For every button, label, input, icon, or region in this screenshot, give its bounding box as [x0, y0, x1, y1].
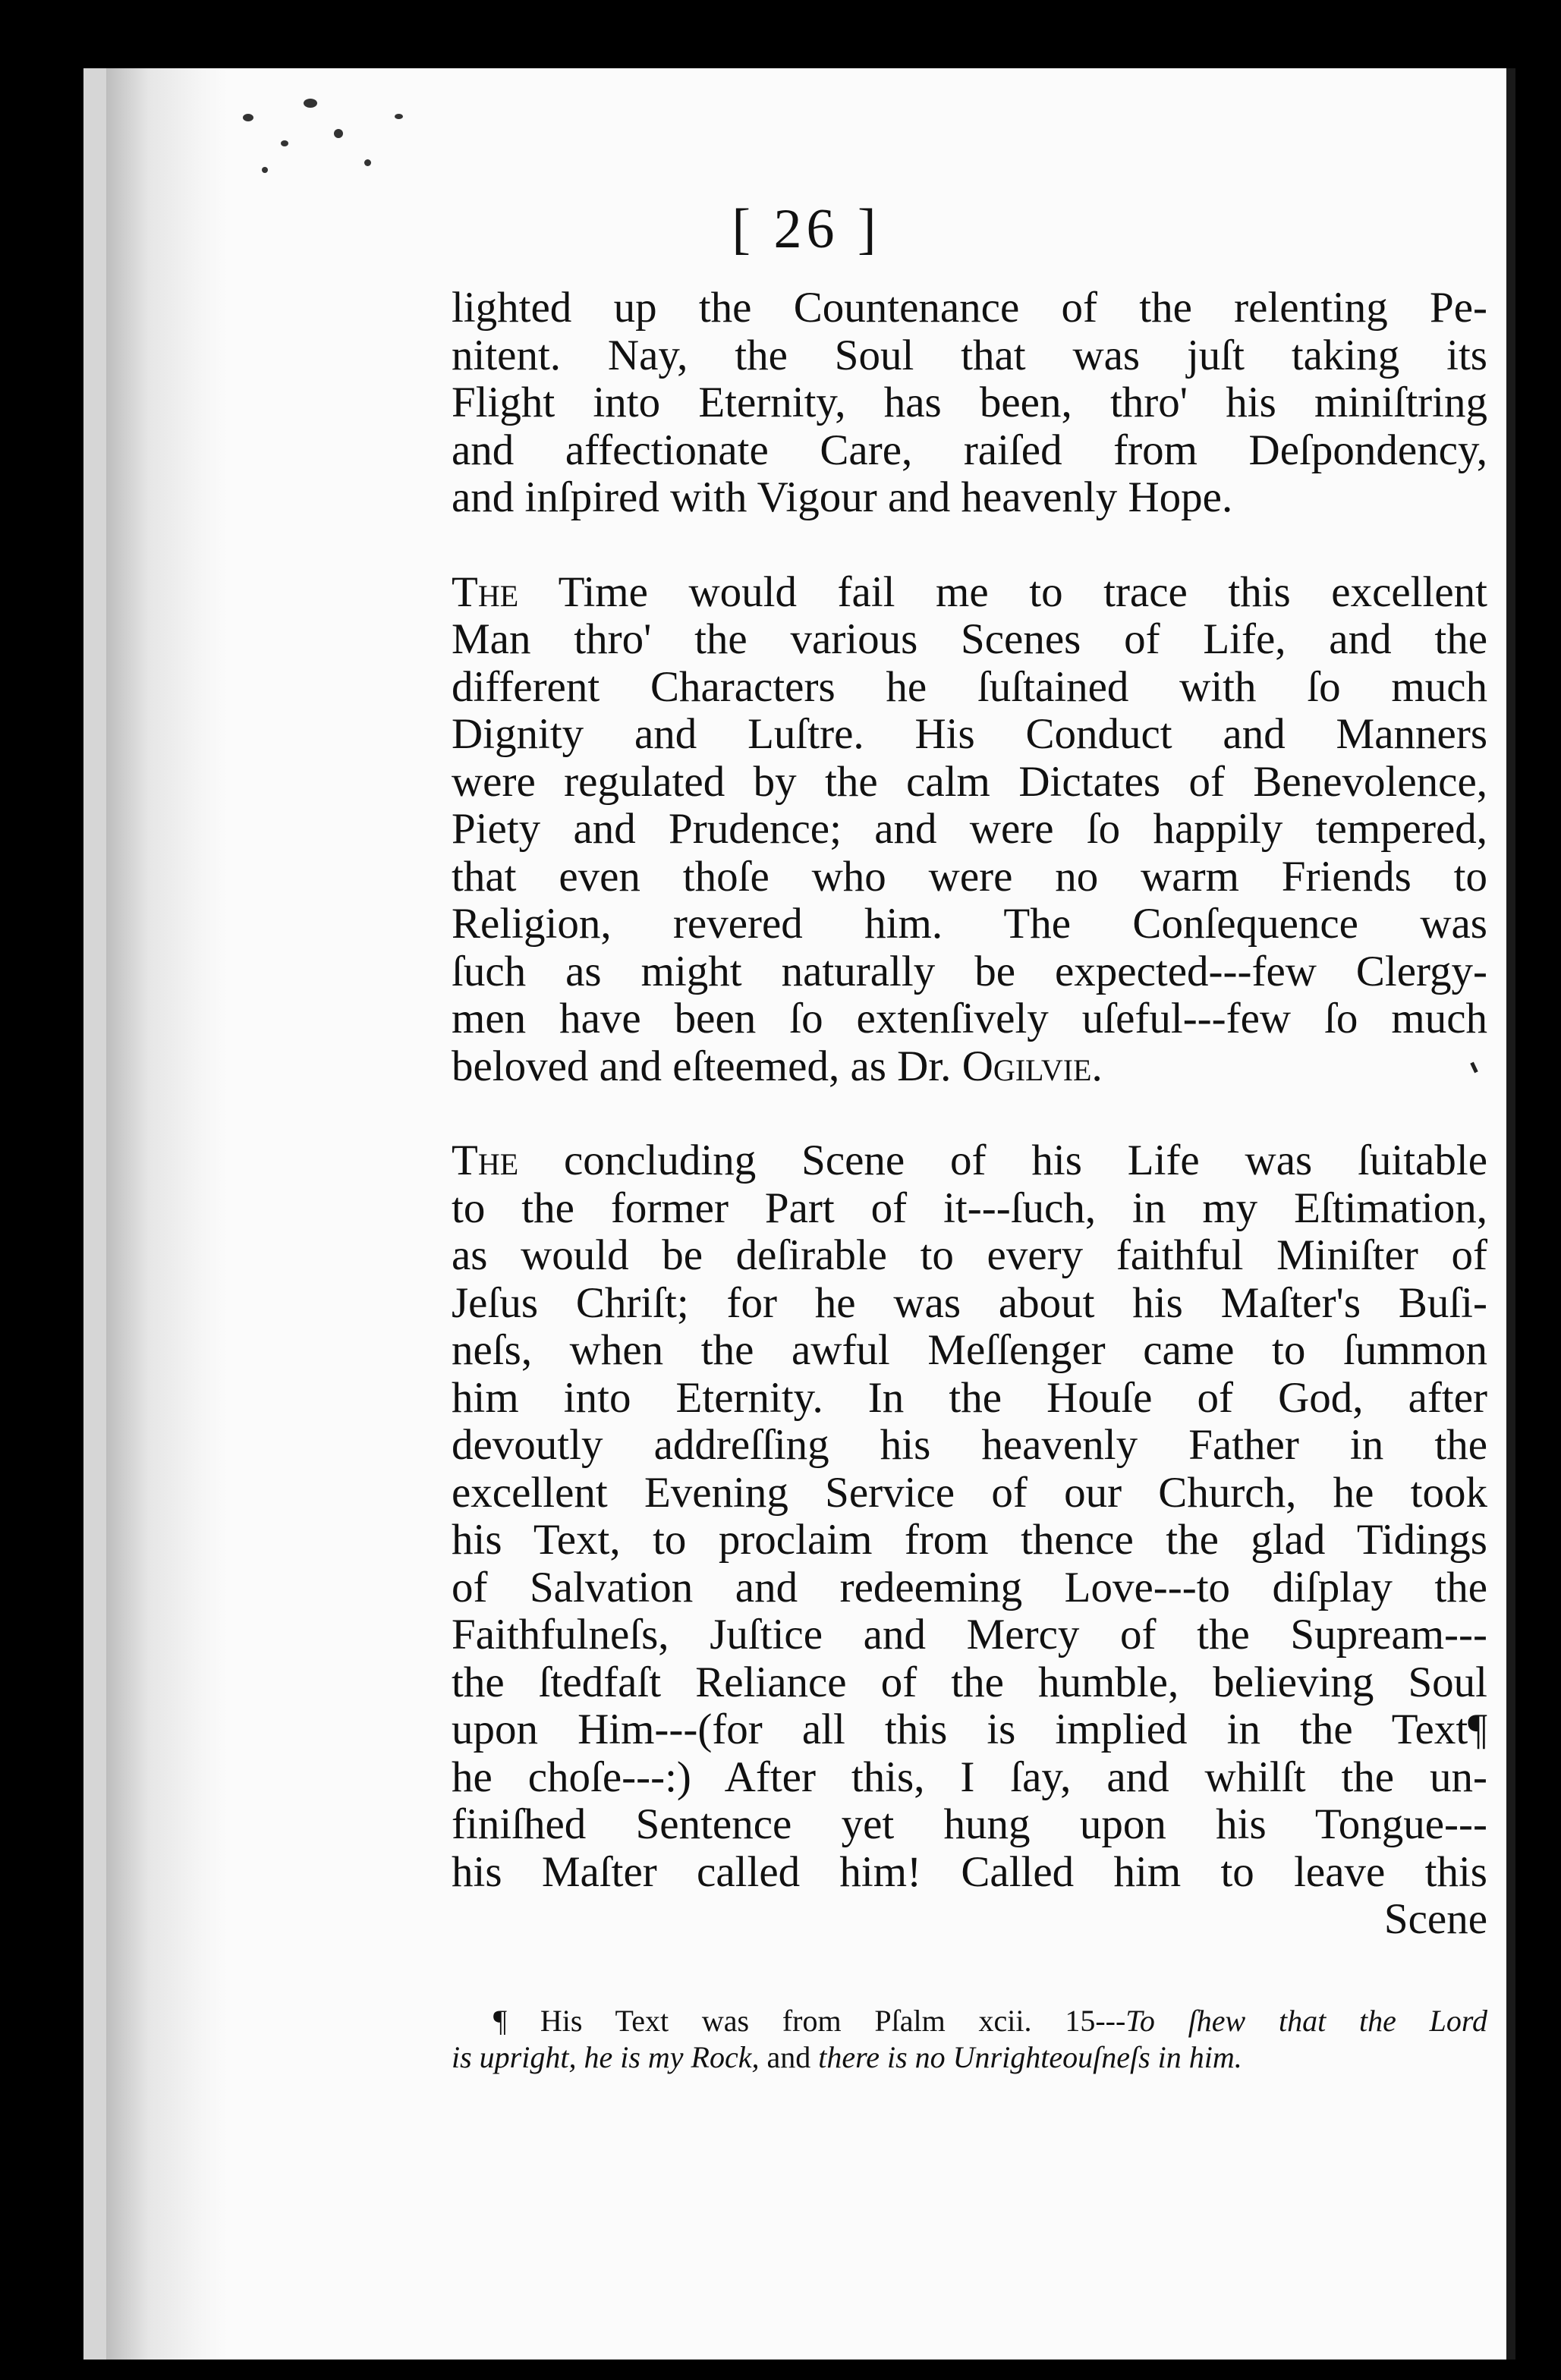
text-line: the ſtedfaſt Reliance of the humble, believing Soul — [452, 1658, 1487, 1706]
text-line: his Maſter called him! Called him to leave this — [452, 1847, 1487, 1896]
paragraph-lead: The — [452, 567, 519, 616]
body-text — [452, 285, 1487, 1944]
ink-stain — [364, 159, 371, 166]
text-line: nitent. Nay, the Soul that was juſt taking its — [452, 331, 1487, 379]
footnote — [452, 2003, 1487, 2076]
text-line: beloved and eſteemed, as Dr. Ogilvie. — [452, 1042, 1103, 1090]
text-line: to the former Part of it---ſuch, in my Eſtimation, — [452, 1184, 1487, 1232]
text-line: devoutly addreſſing his heavenly Father in the — [452, 1421, 1487, 1469]
text-line: that even thoſe who were no warm Friends to — [452, 852, 1487, 901]
ink-stain — [304, 99, 317, 108]
ink-stain — [334, 129, 343, 138]
text-line: and affectionate Care, raiſed from Deſpondency, — [452, 426, 1487, 474]
facing-page-edge — [1506, 68, 1515, 2360]
text-line: Flight into Eternity, has been, thro' his miniſtring — [452, 379, 1487, 426]
page-number: [ 26 ] — [732, 198, 881, 260]
text-line: Man thro' the various Scenes of Life, and the — [452, 615, 1487, 663]
paragraph-3 — [452, 1137, 1487, 1944]
text-line: excellent Evening Service of our Church, he took — [452, 1468, 1487, 1517]
text-line: he choſe---:) After this, I ſay, and whilſt the un- — [452, 1753, 1487, 1801]
ink-stain — [243, 114, 253, 121]
text-line: finiſhed Sentence yet hung upon his Tongue--- — [452, 1800, 1487, 1848]
footnote-line: ¶ His Text was from Pſalm xcii. 15---To ſhew that the Lord — [493, 2004, 1488, 2038]
text-line: Jeſus Chriſt; for he was about his Maſter's Buſi- — [452, 1278, 1487, 1327]
text-line: The Time would fail me to trace this excellent — [452, 567, 1487, 616]
text-line: Religion, revered him. The Conſequence was — [452, 900, 1487, 948]
text-line: and inſpired with Vigour and heavenly Hope. — [452, 473, 1233, 521]
paragraph-1 — [452, 285, 1487, 522]
footnote-line: is upright, he is my Rock, and there is no Unrighteouſneſs in him. — [452, 2040, 1242, 2074]
text-line: men have been ſo extenſively uſeful---few ſo much — [452, 995, 1487, 1042]
page-gutter-shadow — [106, 68, 228, 2360]
text-line: were regulated by the calm Dictates of Benevolence, — [452, 757, 1487, 806]
text-line: lighted up the Countenance of the relenting Pe- — [452, 284, 1487, 332]
text-line: him into Eternity. In the Houſe of God, after — [452, 1373, 1487, 1422]
catchword: Scene — [1383, 1895, 1487, 1943]
ink-stain — [281, 140, 288, 146]
paragraph-2 — [452, 569, 1487, 1091]
text-line: Dignity and Luſtre. His Conduct and Manners — [452, 710, 1487, 758]
text-line: of Salvation and redeeming Love---to diſplay the — [452, 1563, 1487, 1611]
ink-stain — [395, 114, 403, 119]
paragraph-lead: The — [452, 1137, 519, 1184]
text-line: neſs, when the awful Meſſenger came to ſummon — [452, 1326, 1487, 1374]
text-line: Piety and Prudence; and were ſo happily tempered, — [452, 805, 1487, 853]
text-line: upon Him---(for all this is implied in the Text¶ — [452, 1706, 1487, 1753]
text-line: as would be deſirable to every faithful Miniſter of — [452, 1231, 1487, 1279]
text-line: different Characters he ſuſtained with ſo much — [452, 662, 1487, 711]
ink-stain — [262, 167, 268, 173]
text-line: The concluding Scene of his Life was ſuitable — [452, 1137, 1487, 1184]
text-line: his Text, to proclaim from thence the glad Tidings — [452, 1516, 1487, 1564]
book-page — [83, 68, 1506, 2360]
text-line: Faithfulneſs, Juſtice and Mercy of the Supream--- — [452, 1611, 1487, 1658]
text-line: ſuch as might naturally be expected---few Clergy- — [452, 947, 1487, 995]
